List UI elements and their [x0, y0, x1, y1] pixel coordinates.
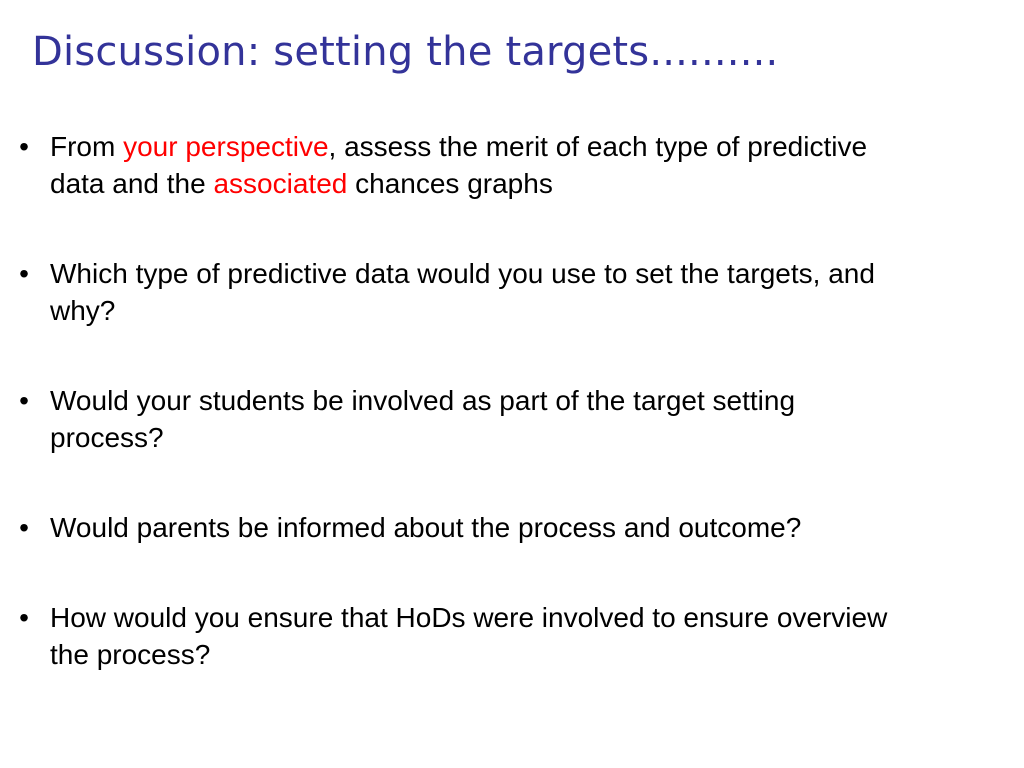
bullet-item	[14, 599, 914, 673]
bullet-point-icon: •	[19, 385, 29, 416]
emphasized-text: associated	[213, 168, 348, 199]
bullet-point-icon: •	[19, 131, 29, 162]
bullet-list	[14, 128, 914, 673]
bullet-item	[14, 128, 914, 202]
text-segment: chances graphs	[347, 168, 553, 199]
bullet-text	[50, 602, 887, 670]
text-segment: Would parents be informed about the process and outcome?	[50, 512, 802, 543]
emphasized-text: your perspective	[123, 131, 329, 162]
bullet-text	[50, 385, 795, 453]
text-segment: From	[50, 131, 124, 162]
text-segment: How would you ensure that HoDs were involved to ensure overview the process?	[50, 602, 888, 670]
slide-title: Discussion: setting the targets..........	[32, 29, 779, 75]
bullet-item	[14, 382, 914, 456]
text-segment: , assess the merit of each type of predictive data and the	[50, 131, 868, 199]
bullet-text	[50, 258, 875, 326]
bullet-item	[14, 255, 914, 329]
text-segment: Would your students be involved as part of the target setting process?	[50, 385, 796, 453]
bullet-item	[14, 509, 914, 546]
bullet-text	[50, 131, 867, 199]
bullet-point-icon: •	[19, 602, 29, 633]
bullet-point-icon: •	[19, 258, 29, 289]
text-segment: Which type of predictive data would you use to set the targets, and why?	[50, 258, 875, 326]
bullet-point-icon: •	[19, 512, 29, 543]
bullet-text	[50, 512, 801, 543]
